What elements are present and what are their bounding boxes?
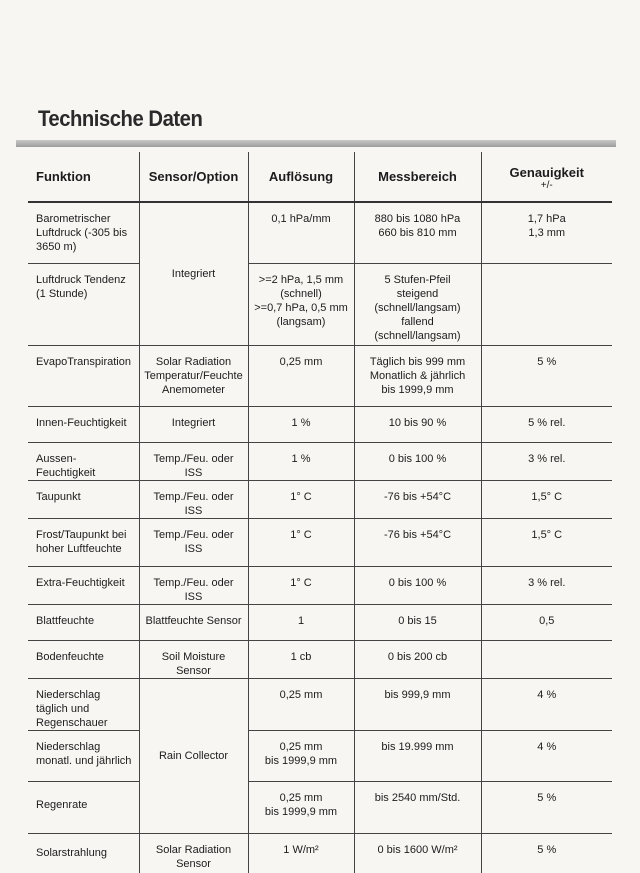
table-header-row: [28, 152, 612, 202]
cell-messbereich: 0 bis 1600 W/m²: [354, 833, 481, 873]
cell-line: Anemometer: [162, 383, 225, 396]
table-row: [28, 263, 612, 345]
cell-sensor: [139, 833, 248, 873]
cell-line: Monatlich & jährlich: [369, 369, 466, 382]
cell-sensor: Integriert: [139, 406, 248, 442]
header-genauigkeit-label: Genauigkeit: [509, 165, 584, 180]
cell-line: Solar Radiation: [155, 355, 232, 368]
cell-genauigkeit: 1,5° C: [481, 518, 612, 566]
cell-genauigkeit: 1,5° C: [481, 480, 612, 518]
cell-messbereich: 0 bis 200 cb: [354, 640, 481, 678]
cell-line: 1,3 mm: [528, 227, 566, 239]
cell-line: 1,7 hPa: [527, 213, 566, 225]
cell-line: bis 1999,9 mm: [264, 754, 338, 767]
cell-genauigkeit: 5 %: [481, 345, 612, 406]
cell-aufloesung: [248, 730, 354, 781]
cell-funktion: Barometrischer Luftdruck (-305 bis 3650 m): [28, 202, 139, 263]
cell-messbereich: 0 bis 15: [354, 604, 481, 640]
table-row: [28, 730, 612, 781]
cell-genauigkeit: 5 %: [481, 781, 612, 833]
cell-aufloesung: 1° C: [248, 566, 354, 604]
cell-aufloesung: 1 W/m²: [248, 833, 354, 873]
table-row: [28, 678, 612, 730]
cell-funktion: Solarstrahlung: [28, 833, 139, 873]
cell-line: Solar Radiation: [155, 843, 232, 856]
cell-sensor: Blattfeuchte Sensor: [139, 604, 248, 640]
cell-messbereich: [354, 263, 481, 345]
cell-genauigkeit: 4 %: [481, 678, 612, 730]
cell-funktion: EvapoTranspiration: [28, 345, 139, 406]
cell-sensor: Soil Moisture Sensor: [139, 640, 248, 678]
table-row: [28, 566, 612, 604]
cell-genauigkeit: [481, 640, 612, 678]
cell-line: Sensor: [176, 857, 211, 870]
cell-messbereich: -76 bis +54°C: [354, 518, 481, 566]
cell-line: >=0,7 hPa, 0,5 mm: [254, 301, 348, 314]
cell-funktion: Regenrate: [28, 781, 139, 833]
table-row: [28, 604, 612, 640]
cell-line: Temperatur/Feuchte: [144, 369, 243, 382]
cell-messbereich: -76 bis +54°C: [354, 480, 481, 518]
cell-line: steigend: [396, 287, 439, 300]
cell-funktion: Niederschlag täglich und Regenschauer: [28, 678, 139, 730]
cell-line: 5 Stufen-Pfeil: [384, 273, 451, 286]
cell-messbereich: bis 19.999 mm: [354, 730, 481, 781]
cell-line: (schnell/langsam): [374, 301, 461, 314]
cell-sensor: Temp./Feu. oder ISS: [139, 442, 248, 480]
table-row: [28, 202, 612, 263]
cell-sensor: [139, 345, 248, 406]
cell-aufloesung: [248, 781, 354, 833]
cell-genauigkeit: 5 % rel.: [481, 406, 612, 442]
table-row: [28, 518, 612, 566]
cell-messbereich: bis 999,9 mm: [354, 678, 481, 730]
cell-line: 0,25 mm: [279, 740, 323, 753]
cell-sensor: Temp./Feu. oder ISS: [139, 518, 248, 566]
table-row: [28, 406, 612, 442]
cell-messbereich: 10 bis 90 %: [354, 406, 481, 442]
cell-line: (schnell/langsam): [374, 329, 461, 342]
cell-genauigkeit: 3 % rel.: [481, 566, 612, 604]
cell-line: (langsam): [276, 315, 326, 328]
cell-aufloesung: 1: [248, 604, 354, 640]
table-row: [28, 442, 612, 480]
cell-line: fallend: [401, 315, 434, 328]
cell-messbereich: bis 2540 mm/Std.: [354, 781, 481, 833]
cell-messbereich: 0 bis 100 %: [354, 566, 481, 604]
cell-aufloesung: 1 %: [248, 442, 354, 480]
cell-genauigkeit: [481, 263, 612, 345]
cell-genauigkeit: [481, 202, 612, 263]
cell-line: bis 1999,9 mm: [381, 383, 454, 396]
header-sensor: Sensor/Option: [139, 152, 248, 202]
cell-sensor-rain-collector: Rain Collector: [139, 678, 248, 833]
cell-aufloesung: 0,25 mm: [248, 345, 354, 406]
cell-funktion: Bodenfeuchte: [28, 640, 139, 678]
cell-funktion: Aussen-Feuchtigkeit: [28, 442, 139, 480]
cell-aufloesung: 0,25 mm: [248, 678, 354, 730]
cell-messbereich: 0 bis 100 %: [354, 442, 481, 480]
cell-line: (schnell): [280, 287, 322, 300]
table-row: [28, 640, 612, 678]
cell-aufloesung: 1 %: [248, 406, 354, 442]
cell-messbereich: [354, 345, 481, 406]
cell-genauigkeit: 0,5: [481, 604, 612, 640]
cell-line: 660 bis 810 mm: [378, 227, 457, 239]
page-title: Technische Daten: [38, 106, 203, 131]
cell-line: bis 1999,9 mm: [264, 805, 338, 818]
cell-messbereich: [354, 202, 481, 263]
spec-table: [28, 152, 612, 873]
cell-line: >=2 hPa, 1,5 mm: [258, 273, 344, 286]
header-messbereich: Messbereich: [354, 152, 481, 202]
cell-aufloesung: 1 cb: [248, 640, 354, 678]
cell-funktion: Taupunkt: [28, 480, 139, 518]
header-genauigkeit-sub: +/-: [540, 180, 553, 191]
cell-line: 880 bis 1080 hPa: [374, 213, 461, 225]
table-row: [28, 480, 612, 518]
cell-funktion: Blattfeuchte: [28, 604, 139, 640]
header-rule: [16, 140, 616, 147]
cell-genauigkeit: 5 %: [537, 843, 557, 856]
cell-sensor: Temp./Feu. oder ISS: [139, 566, 248, 604]
cell-line: Täglich bis 999 mm: [369, 355, 466, 368]
cell-aufloesung: 0,1 hPa/mm: [248, 202, 354, 263]
header-genauigkeit: [481, 152, 612, 202]
table-row: [28, 833, 612, 873]
cell-line: 0,25 mm: [279, 791, 323, 804]
cell-aufloesung: 1° C: [248, 480, 354, 518]
table-row: [28, 781, 612, 833]
cell-funktion: Niederschlag monatl. und jährlich: [28, 730, 139, 781]
cell-aufloesung: 1° C: [248, 518, 354, 566]
header-aufloesung: Auflösung: [248, 152, 354, 202]
cell-genauigkeit: 4 %: [481, 730, 612, 781]
cell-sensor-integriert: Integriert: [139, 202, 248, 345]
cell-sensor: Temp./Feu. oder ISS: [139, 480, 248, 518]
cell-funktion: Innen-Feuchtigkeit: [28, 406, 139, 442]
cell-funktion: Frost/Taupunkt bei hoher Luftfeuchte: [28, 518, 139, 566]
cell-funktion: Extra-Feuchtigkeit: [28, 566, 139, 604]
cell-genauigkeit: 3 % rel.: [481, 442, 612, 480]
cell-aufloesung: [248, 263, 354, 345]
table-row: [28, 345, 612, 406]
cell-funktion: Luftdruck Tendenz (1 Stunde): [28, 263, 139, 345]
header-funktion: Funktion: [28, 152, 139, 202]
